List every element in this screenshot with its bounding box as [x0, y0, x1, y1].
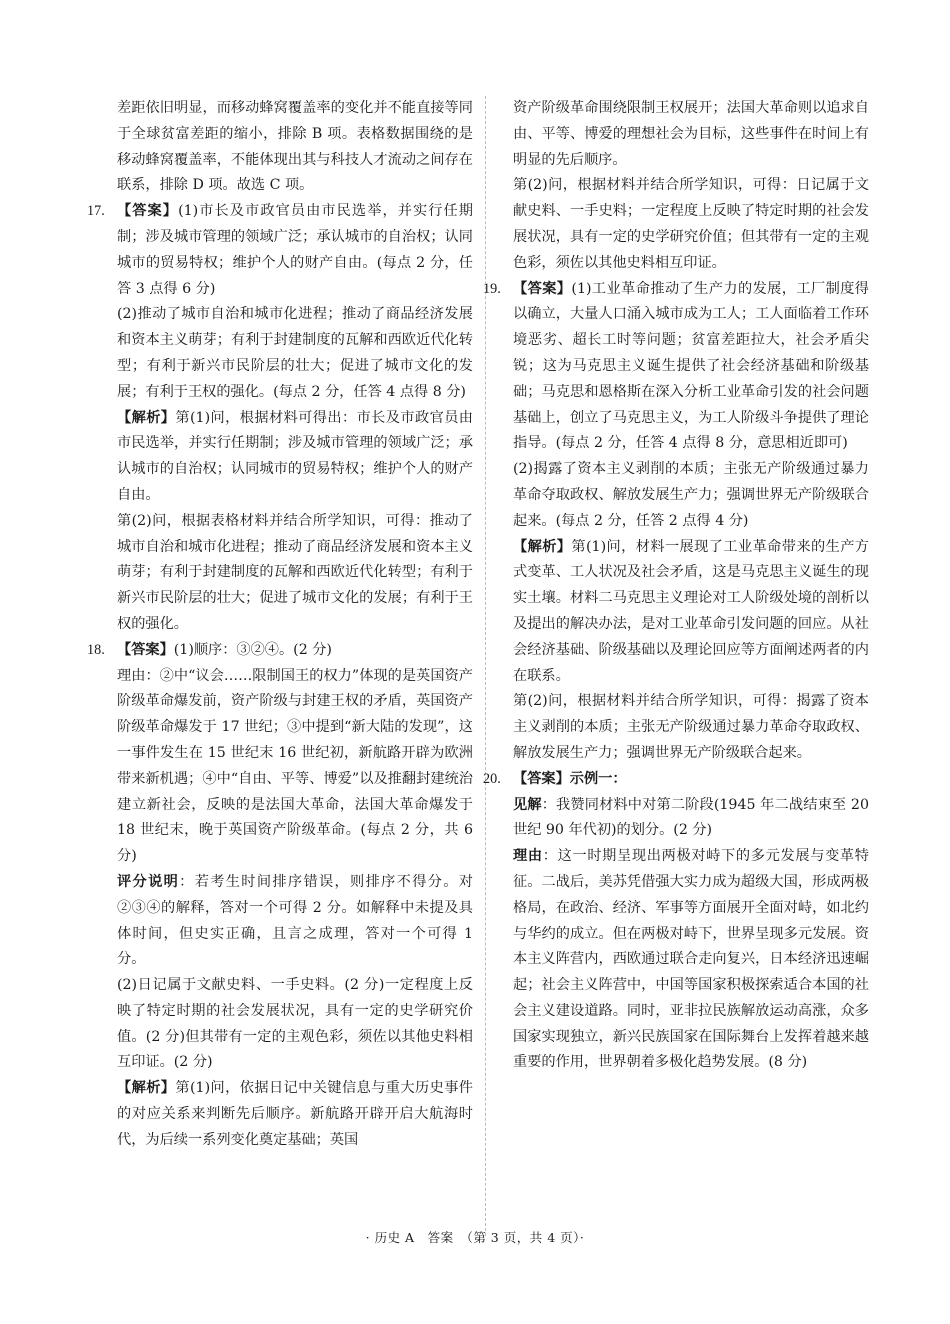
q18-continuation-1: 资产阶级革命围绕限制王权展开；法国大革命则以追求自由、平等、博爱的理想社会为目标，这些事件在时间上有明显的先后顺序。	[513, 100, 869, 168]
q18-scoring-text: ：若考生时间排序错误，则排序不得分。对②③④的解释，答对一个可得 2 分。如解释中未提及具体时间，但史实正确，且言之成理，答对一个可得 1 分。	[117, 873, 473, 968]
q17-analysis-p1	[117, 406, 473, 509]
q18-reason: 理由：②中“议会……限制国王的权力”体现的是英国资产阶级革命爆发前，资产阶级与封建王权的矛盾，英国资产阶级革命爆发于 17 世纪；③中提到“新大陆的发现”，这一事件发生在 15 世纪末 16 世纪初，新航路开辟为欧洲带来新机遇；④中“自由、平等、博爱”以及推翻封建统治建立新社会，反映的是法国大革命，法国大革命爆发于 18 世纪末，晚于英国资产阶级革命。(每点 2 分，共 6 分)	[117, 667, 473, 865]
q18-scoring-label: 评分说明	[117, 873, 180, 890]
q17-analysis-p2: 第(2)问，根据表格材料并结合所学知识，可得：推动了城市自治和城市化进程；推动了商品经济发展和资本主义萌芽；有利于封建制度的瓦解和西欧近代化转型；有利于新兴市民阶层的壮大；促进了城市文化的发展；有利于王权的强化。	[117, 512, 473, 632]
q19-analysis-label: 【解析】	[513, 538, 572, 555]
q19-analysis-text-1: 第(1)问，材料一展现了工业革命带来的生产方式变革、工人状况及社会矛盾，这是马克思主义诞生的现实土壤。材料二马克思主义理论对工人阶级处境的剖析以及提出的解决办法，是对工业革命引发问题的回应。从社会经济基础、阶级基础以及理论回应等方面阐述两者的内在联系。	[513, 538, 869, 684]
q20-number: 20.	[483, 770, 501, 787]
q18-analysis-p1	[117, 1076, 473, 1153]
q20-reason-text: ：这一时期呈现出两极对峙下的多元发展与变革特征。二战后，美苏凭借强大实力成为超级大国，形成两极格局，在政治、经济、军事等方面展开全面对峙，如北约与华约的成立。但在两极对峙下，世界呈现多元发展。资本主义阵营内，西欧通过联合走向复兴，日本经济迅速崛起；社会主义阵营中，中国等国家积极探索适合本国的社会主义建设道路。同时，亚非拉民族解放运动高涨，众多国家实现独立，新兴民族国家在国际舞台上发挥着越来越重要的作用，世界朝着多极化趋势发展。(8 分)	[513, 848, 869, 1071]
q18-number: 18.	[87, 641, 105, 658]
q19-analysis-p2: 第(2)问，根据材料并结合所学知识，可得：揭露了资本主义剥削的本质；主张无产阶级通过暴力革命夺取政权、解放发展生产力；强调世界无产阶级联合起来。	[513, 693, 869, 761]
q19-answer-p2: (2)揭露了资本主义剥削的本质；主张无产阶级通过暴力革命夺取政权、解放发展生产力；强调世界无产阶级联合起来。(每点 2 分，任答 2 点得 4 分)	[513, 461, 869, 529]
right-column	[483, 96, 869, 1076]
q19-answer-text-1: (1)工业革命推动了生产力的发展，工厂制度得以确立，大量人口涌入城市成为工人；工人面临着工作环境恶劣、超长工时等问题；贫富差距拉大，社会矛盾尖锐；这为马克思主义诞生提供了社会经济基础和阶级基础；马克思和恩格斯在深入分析工业革命引发的社会问题基础上，创立了马克思主义，为工人阶级斗争提供了理论指导。(每点 2 分，任答 4 点得 8 分，意思相近即可)	[513, 280, 869, 452]
q20-reason-label: 理由	[513, 848, 543, 865]
q19-answer-label: 【答案】	[513, 280, 572, 297]
q19-number: 19.	[483, 280, 501, 297]
page-footer: · 历史 A 答案 （第 3 页，共 4 页）·	[365, 1230, 585, 1245]
q18-block	[87, 638, 473, 1154]
q20-reason	[513, 844, 869, 1076]
q20-example-label: 示例一：	[569, 770, 627, 787]
q18-answer-label: 【答案】	[117, 641, 174, 658]
q20-view-text: ：我赞同材料中对第二阶段(1945 年二战结束至 20 世纪 90 年代初)的划分。(2 分)	[513, 796, 869, 839]
q17-answer-label: 【答案】	[117, 203, 179, 220]
q20-view-label: 见解	[513, 796, 542, 813]
q16-continuation: 差距依旧明显，而移动蜂窝覆盖率的变化并不能直接等同于全球贫富差距的缩小，排除 B 项。表格数据围绕的是移动蜂窝覆盖率，不能体现出其与科技人才流动之间存在联系，排除 D 项。故选 C 项。	[117, 100, 473, 194]
q17-answer-p1	[117, 199, 473, 302]
column-divider	[485, 96, 486, 1236]
q18-analysis-label: 【解析】	[117, 1080, 176, 1097]
q18-answer-p1	[117, 638, 473, 664]
q17-answer-text-1: (1)市长及市政官员由市民选举，并实行任期制；涉及城市管理的领域广泛；承认城市的自治权；认同城市的贸易特权；维护个人的财产自由。(每点 2 分，任答 3 点得 6 分)	[117, 203, 473, 297]
q17-analysis-label: 【解析】	[117, 409, 176, 426]
q17-block	[87, 199, 473, 638]
q17-analysis-text-1: 第(1)问，根据材料可得出：市长及市政官员由市民选举，并实行任期制；涉及城市管理的领域广泛；承认城市的自治权；认同城市的贸易特权；维护个人的财产自由。	[117, 409, 473, 503]
q20-answer-header	[513, 767, 869, 793]
q19-answer-p1	[513, 277, 869, 458]
q20-view	[513, 793, 869, 845]
q18-answer-text-1: (1)顺序：③②④。(2 分)	[173, 641, 332, 658]
q17-number: 17.	[87, 203, 105, 220]
q18-continuation-2: 第(2)问，根据材料并结合所学知识，可得：日记属于文献史料、一手史料；一定程度上反映了特定时期的社会发展状况，具有一定的史学研究价值；但其带有一定的主观色彩，须佐以其他史料相互印证。	[513, 177, 869, 271]
q17-answer-p2: (2)推动了城市自治和城市化进程；推动了商品经济发展和资本主义萌芽；有利于封建制度的瓦解和西欧近代化转型；有利于新兴市民阶层的壮大；促进了城市文化的发展；有利于王权的强化。(每点 2 分，任答 4 点得 8 分)	[117, 306, 473, 400]
left-column	[87, 96, 473, 1154]
q18-analysis-text-1: 第(1)问，依据日记中关键信息与重大历史事件的对应关系来判断先后顺序。新航路开辟开启大航海时代，为后续一系列变化奠定基础；英国	[117, 1080, 473, 1148]
q19-block	[483, 277, 869, 767]
q18-answer-p2: (2)日记属于文献史料、一手史料。(2 分)一定程度上反映了特定时期的社会发展状况，具有一定的史学研究价值。(2 分)但其带有一定的主观色彩，须佐以其他史料相互印证。(2 分)	[117, 977, 473, 1071]
q19-analysis-p1	[513, 535, 869, 690]
q20-block	[483, 767, 869, 1077]
q18-scoring-note	[117, 870, 473, 973]
q20-answer-label: 【答案】	[513, 770, 570, 787]
